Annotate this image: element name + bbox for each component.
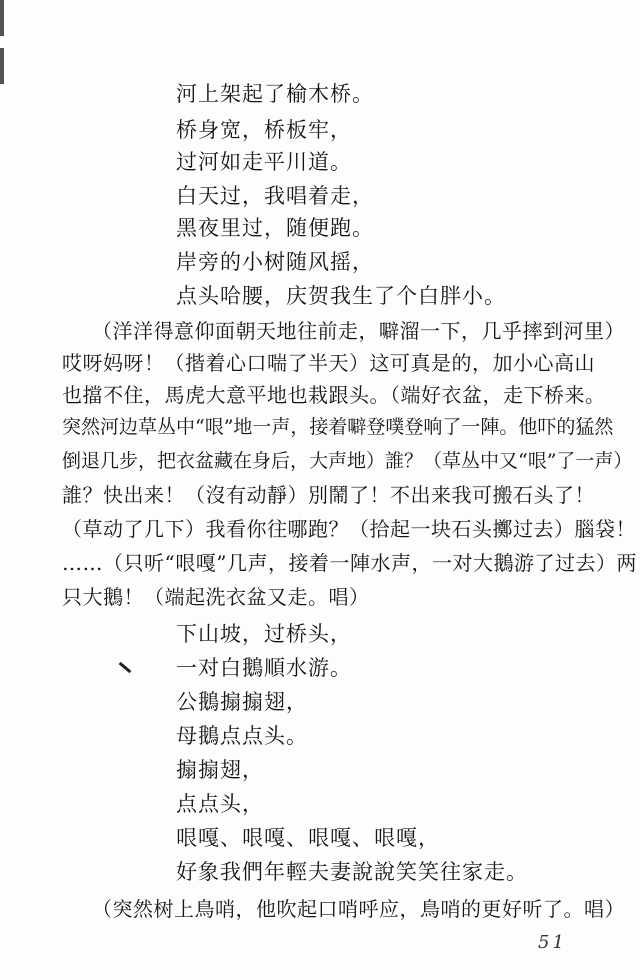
verse-line: 过河如走平川道。 [176,150,352,174]
verse-line: 公鵝搧搧翅， [176,690,308,714]
prose-line: 只大鵝！（端起洗衣盆又走。唱） [62,585,370,609]
verse-line: 岸旁的小树随风摇， [176,250,374,274]
stage-direction-line: （洋洋得意仰面朝天地往前走，噼溜一下，几乎摔到河里） [92,319,625,343]
verse-line: 一对白鵝順水游。 [176,656,352,680]
ink-mark [119,662,132,673]
verse-line: 搧搧翅， [176,758,264,782]
stage-direction-line: （突然树上鳥哨，他吹起口哨呼应，鳥哨的更好听了。唱） [92,897,625,921]
verse-line: 好象我們年輕夫妻說說笑笑往家走。 [176,860,528,884]
page-number: 51 [538,932,567,953]
prose-line: 誰？快出来！（沒有动靜）別鬧了！不出来我可搬石头了！ [62,483,595,507]
verse-line: 下山坡，过桥头， [176,622,352,646]
verse-line: 桥身宽，桥板牢， [176,118,352,142]
prose-line: 哎呀妈呀！（揩着心口喘了半天）这可真是的，加小心高山 [62,351,595,375]
verse-line: 母鵝点点头。 [176,724,308,748]
prose-line: ……（只听“哏嘎”几声，接着一陣水声，一对大鵝游了过去）两 [62,551,637,575]
prose-line: 突然河边草丛中“哏”地一声，接着噼登噗登响了一陣。他吓的猛然 [62,416,614,438]
prose-line: （草动了几下）我看你往哪跑？（拾起一块石头擲过去）腦袋！ [62,517,636,541]
verse-line: 河上架起了榆木桥。 [176,82,374,106]
verse-line: 黑夜里过，随便跑。 [176,216,374,240]
verse-line: 点点头， [176,792,264,816]
prose-line: 也擋不住，馬虎大意平地也栽跟头。（端好衣盆，走下桥来。 [62,383,606,407]
prose-line: 倒退几步，把衣盆藏在身后，大声地）誰？（草丛中又“哏”了一声） [62,450,633,472]
verse-line: 哏嘎、哏嘎、哏嘎、哏嘎， [176,826,440,850]
binding-edge-mark [0,0,4,120]
verse-line: 点头哈腰，庆贺我生了个白胖小。 [176,284,506,308]
verse-line: 白天过，我唱着走， [176,184,374,208]
